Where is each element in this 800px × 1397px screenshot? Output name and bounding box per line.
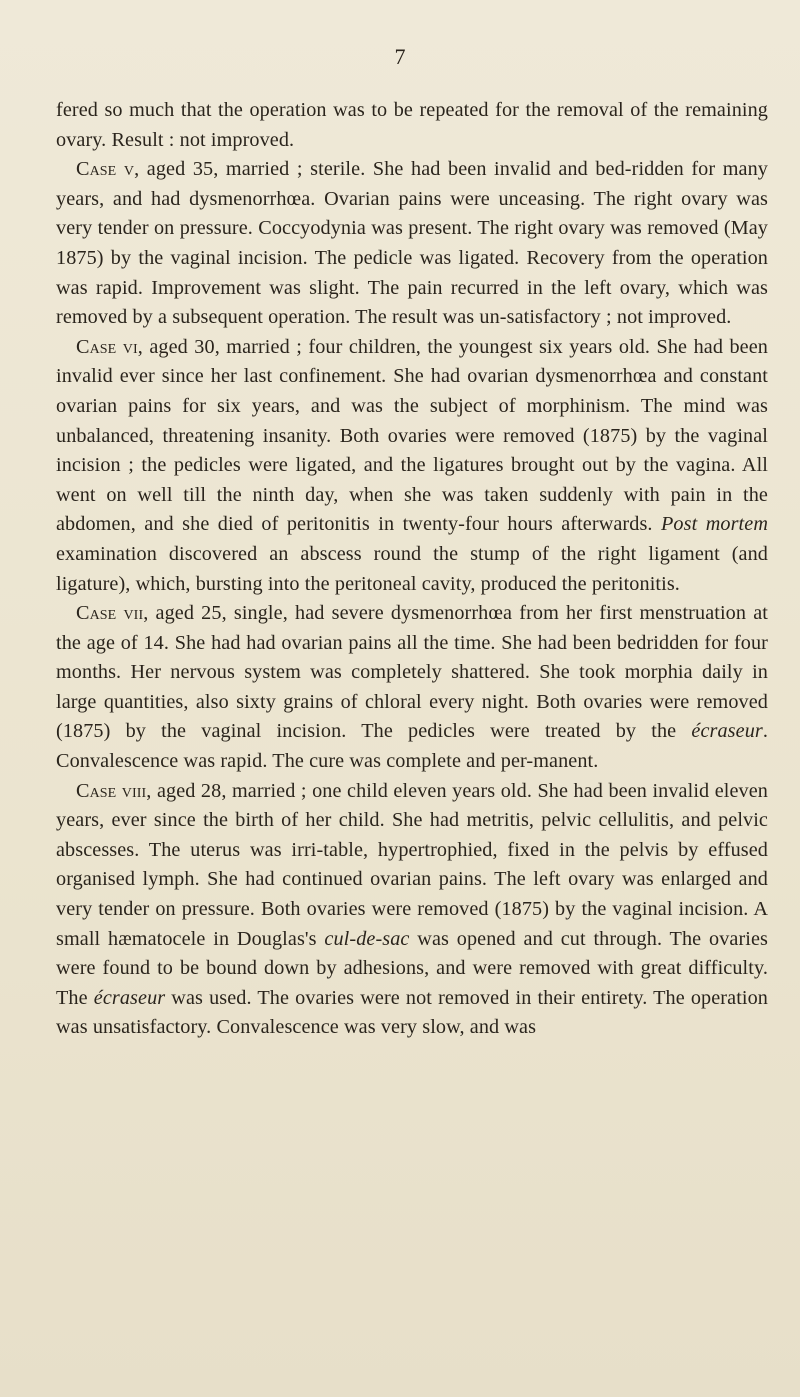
case-label: Case vii, [76, 602, 149, 625]
italic-term: cul-de-sac [324, 927, 410, 950]
case-paragraph-vii [56, 599, 768, 777]
case-paragraph-viii [56, 777, 768, 1043]
continuation-paragraph: fered so much that the operation was to be repeated for the removal of the remaining ovary. Result : not improved. [56, 99, 768, 151]
body-text [56, 96, 768, 1043]
case-text: . Convalescence was rapid. The cure was complete and per-manent. [56, 720, 768, 773]
case-text: was opened and cut through. The ovaries were found to be bound down by adhesions, and were removed with great difficulty. The [56, 927, 768, 1009]
case-text: examination discovered an abscess round the stump of the right ligament (and ligature), which, bursting into the peritoneal cavity, produced the peritonitis. [56, 542, 768, 595]
page-number: 7 [394, 44, 406, 69]
case-text: was used. The ovaries were not removed in their entirety. The operation was unsatisfactory. Convalescence was very slow, and was [56, 986, 768, 1039]
italic-term: écraseur [93, 986, 166, 1009]
case-label: Case viii, [76, 779, 152, 802]
italic-term: écraseur [691, 720, 763, 743]
case-paragraph-v [56, 155, 768, 333]
case-text: aged 30, married ; four children, the youngest six years old. She had been invalid ever since her last confinement. She had ovarian dysmenorrhœa and constant ovarian pains for six years, and was the subject of morphinism. The mind was unbalanced, threatening insanity. Both ovaries were removed (1875) by the vaginal incision ; the pedicles were ligated, and the ligatures brought out by the vagina. All went on well till the ninth day, when she was taken suddenly with pain in the abdomen, and she died of peritonitis in twenty-four hours afterwards. [56, 335, 768, 536]
case-text: aged 25, single, had severe dysmenorrhœa from her first menstruation at the age of 14. She had had ovarian pains all the time. She had been bedridden for four months. Her nervous system was completely shattered. She took morphia daily in large quantities, also sixty grains of chloral every night. Both ovaries were removed (1875) by the vaginal incision. The pedicles were treated by the [56, 602, 768, 743]
italic-term: Post mortem [661, 513, 769, 536]
case-paragraph-vi [56, 333, 768, 599]
case-label: Case vi, [76, 335, 143, 358]
case-text: aged 28, married ; one child eleven years old. She had been invalid eleven years, ever since the birth of her child. She had metritis, pelvic cellulitis, and pelvic abscesses. The uterus was irri-table, hypertrophied, fixed in the pelvis by effused organised lymph. She had continued ovarian pains. The left ovary was enlarged and very tender on pressure. Both ovaries were removed (1875) by the vaginal incision. A small hæmatocele in Douglas's [56, 779, 768, 950]
case-text: aged 35, married ; sterile. She had been invalid and bed-ridden for many years, and had dysmenorrhœa. Ovarian pains were unceasing. The right ovary was very tender on pressure. Coccyodynia was present. The right ovary was removed (May 1875) by the vaginal incision. The pedicle was ligated. Recovery from the operation was rapid. Improvement was slight. The pain recurred in the left ovary, which was removed by a subsequent operation. The result was un-satisfactory ; not improved. [56, 158, 768, 329]
case-label: Case v, [76, 158, 140, 181]
